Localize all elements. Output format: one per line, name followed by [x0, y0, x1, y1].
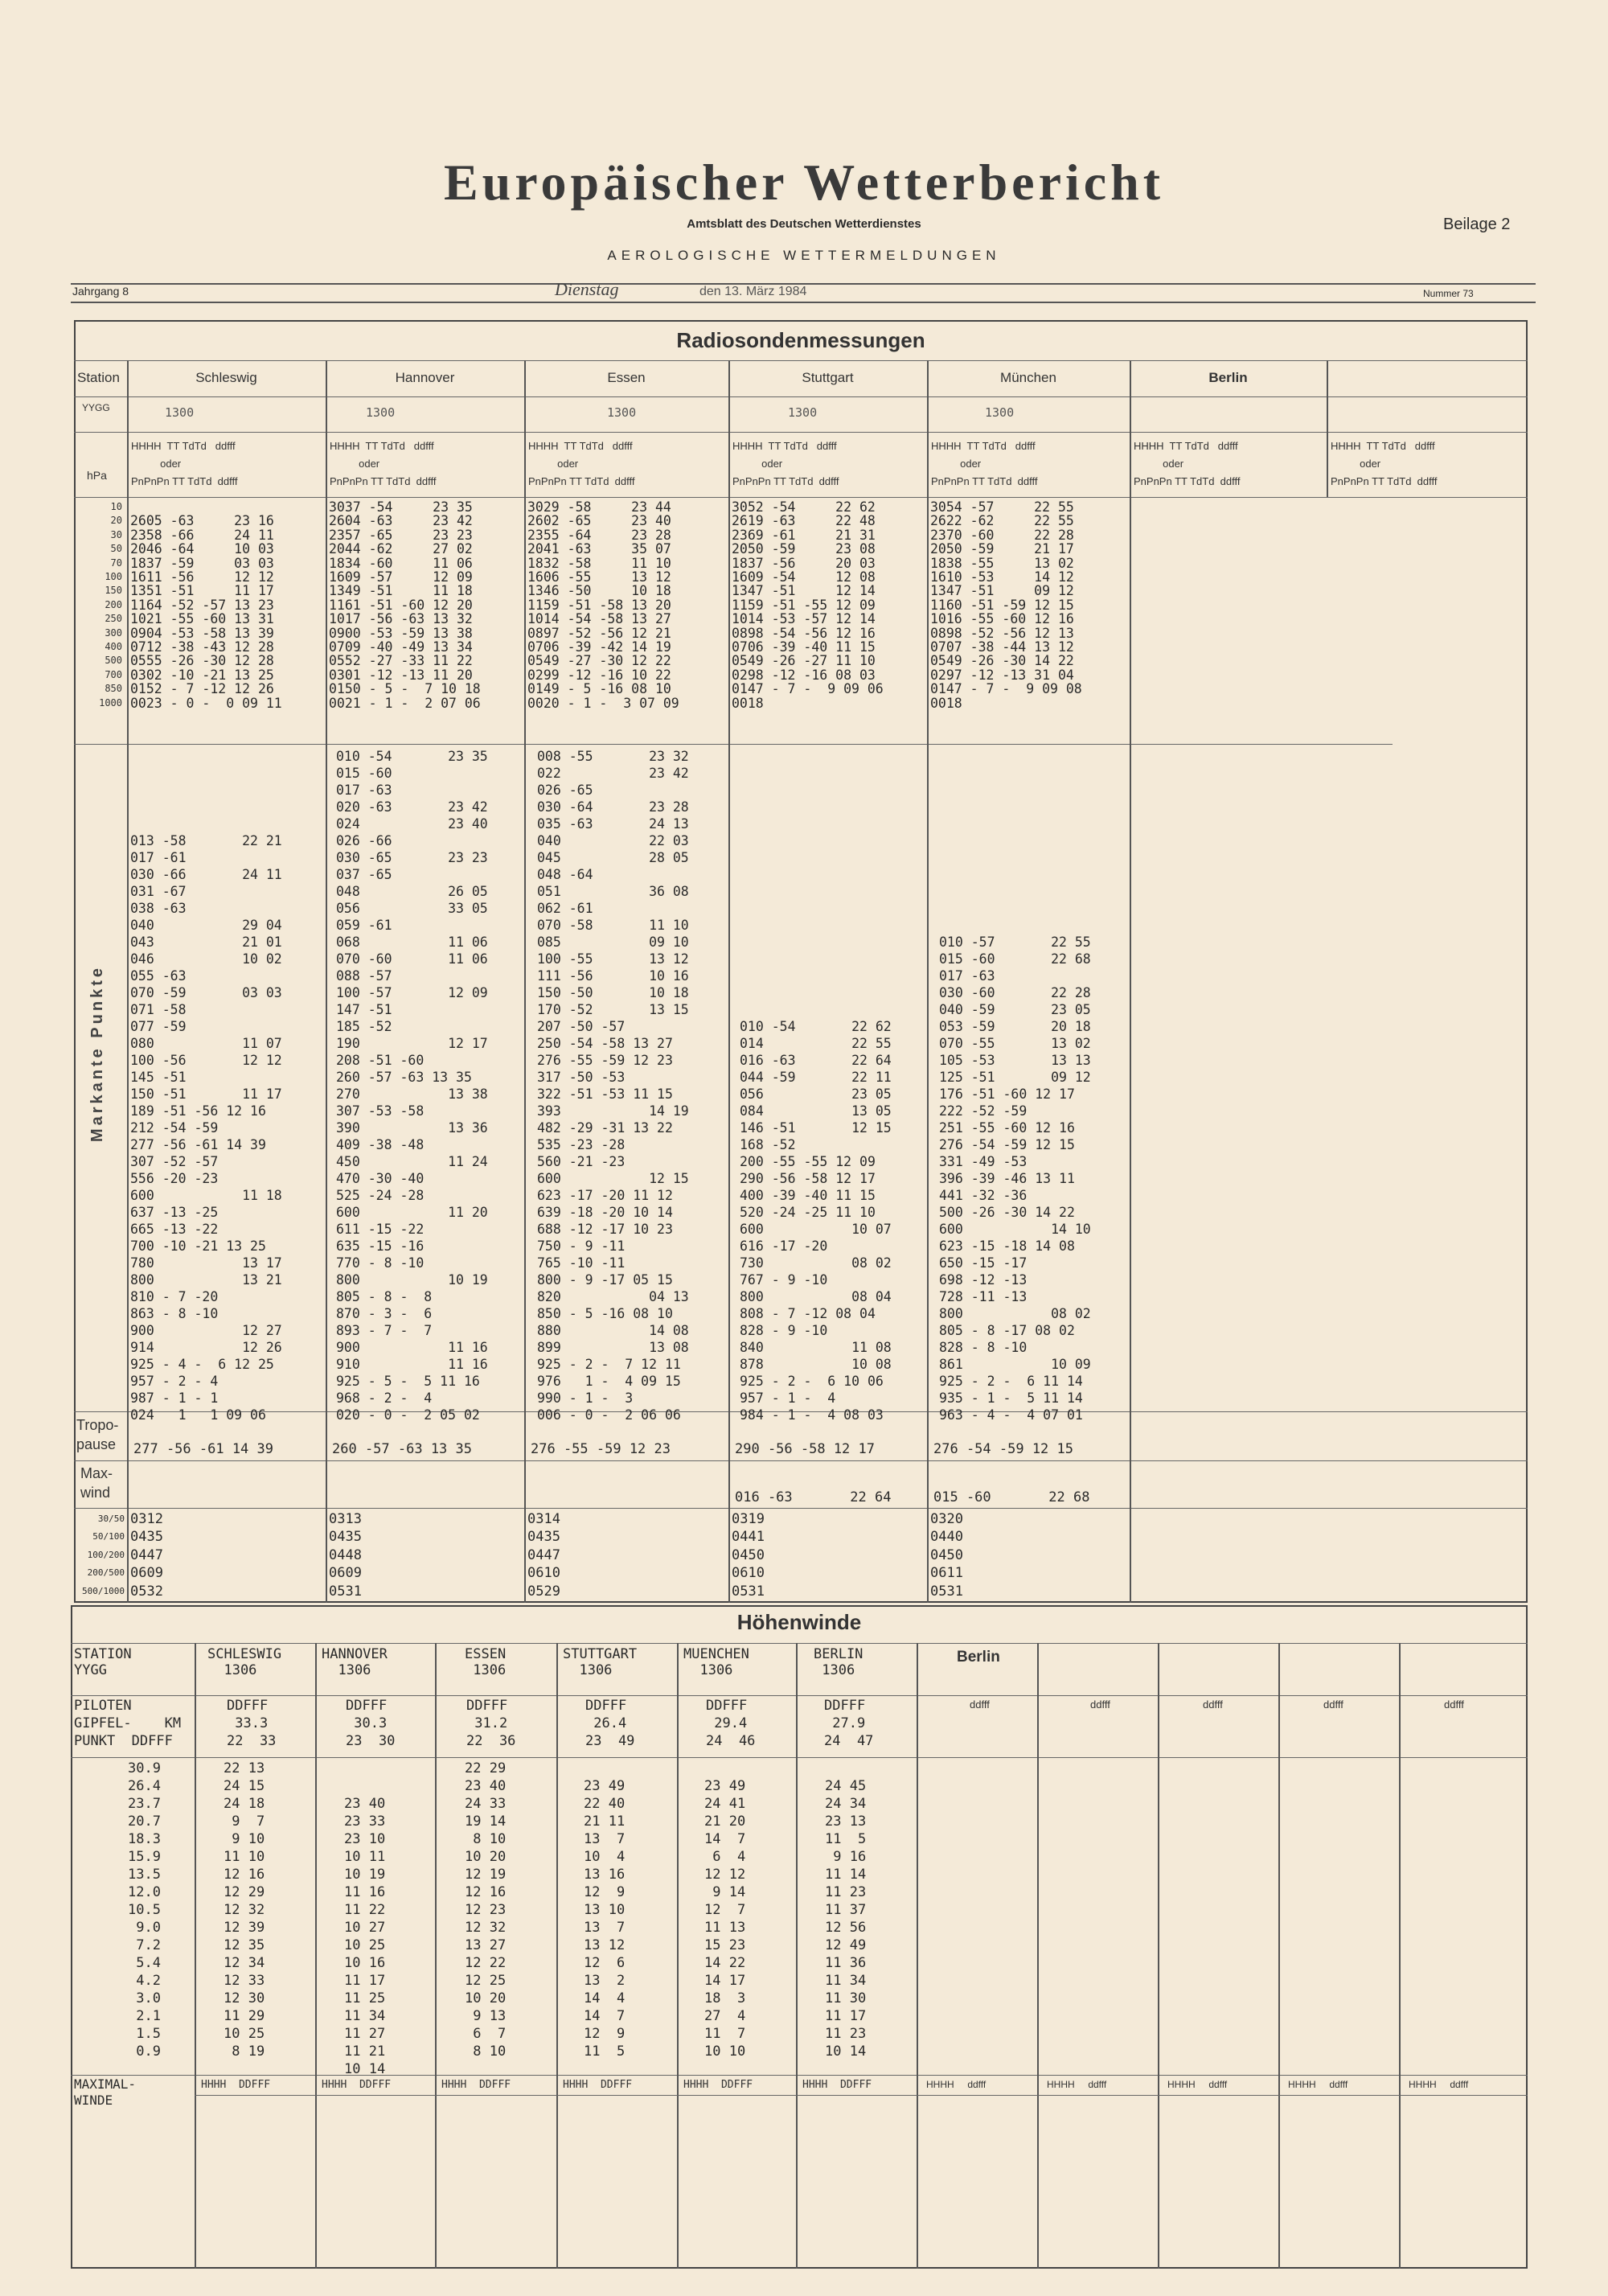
col-line [556, 1643, 558, 2269]
hoehenwinde-frame [71, 1605, 1528, 2269]
col-line [127, 360, 129, 1603]
max-hdr: HHHH DDFFF [322, 2079, 392, 2091]
tropo-hannover: 260 -57 -63 13 35 [332, 1441, 472, 1457]
hw-station-label: STATION YYGG [74, 1646, 132, 1678]
col-line [917, 1643, 918, 2269]
std-schleswig: 2605 -63 23 16 2358 -66 24 11 2046 -64 10 03 1837 -59 03 03 1611 -56 12 12 1351 -51 11 17 1164 -52 -57 13 23 1021 -55 -60 13 31 0904 -53 -58 13 39 0712 -38 -43 12 28 0555 -26 -30 12 28 0302 -10 -21 13 25 0152 - 7 -12 12 26 0023 - 0 - 0 09 11 [130, 513, 282, 711]
rule [74, 1460, 1528, 1461]
station-muenchen: München [1000, 370, 1056, 385]
piloten-muenchen: DDFFF 29.4 24 46 [706, 1698, 756, 1749]
station-label: Station [77, 370, 120, 385]
points-essen: 008 -55 23 32 022 23 42 026 -65 030 -64 23 28 035 -63 24 13 040 22 03 045 28 05 048 -64 051 36 08 062 -61 070 -58 11 10 085 09 10 100 -55 13 12 111 -56 10 16 150 -50 10 18 170 -52 13 15 207 -50 -57 250 -54 -58 13 27 276 -55 -59 12 23 317 -50 -53 322 -51 -53 11 15 393 14 19 482 -29 -31 13 22 535 -23 -28 560 -21 -23 600 12 15 623 -17 -20 11 12 639 -18 -20 10 14 688 -12 -17 10 23 750 - 9 -11 765 -10 -11 800 - 9 -17 05 15 820 04 13 850 - 5 -16 08 10 880 14 08 899 13 08 925 - 2 - 7 12 11 976 1 - 4 09 15 990 - 1 - 3 006 - 0 - 2 06 06 [537, 749, 689, 1423]
rule [71, 1643, 1528, 1644]
col-line [195, 1643, 196, 2269]
maxwind-stuttgart: 016 -63 22 64 [735, 1489, 892, 1505]
layers-schleswig: 0312 0435 0447 0609 0532 [130, 1511, 163, 1600]
hw-col-hannover: 23 40 23 33 23 10 10 11 10 19 11 16 11 22 10 27 10 25 10 16 11 17 11 25 11 34 11 27 11 21 10 14 [344, 1796, 386, 2077]
rule [71, 1695, 1528, 1696]
hw-col-berlin: 24 45 24 34 23 13 11 5 9 16 11 14 11 23 11 37 12 56 12 49 11 36 11 34 11 30 11 17 11 23 10 14 [825, 1778, 867, 2060]
ddfff-header: ddfff [1444, 1698, 1464, 1711]
hw-station-muenchen: MUENCHEN 1306 [683, 1646, 749, 1678]
tropo-schleswig: 277 -56 -61 14 39 [133, 1441, 273, 1457]
col-line [1130, 360, 1131, 1603]
layers-stuttgart: 0319 0441 0450 0610 0531 [732, 1511, 765, 1600]
station-schleswig: Schleswig [195, 370, 257, 385]
time-stuttgart: 1300 [788, 405, 818, 420]
hw-col-essen: 22 29 23 40 24 33 19 14 8 10 10 20 12 19 12 16 12 23 12 32 13 27 12 22 12 25 10 20 9 13 6 7 8 10 [465, 1760, 507, 2060]
points-hannover: 010 -54 23 35 015 -60 017 -63 020 -63 23 42 024 23 40 026 -66 030 -65 23 23 037 -65 048 26 05 056 33 05 059 -61 068 11 06 070 -60 11 06 088 -57 100 -57 12 09 147 -51 185 -52 190 12 17 208 -51 -60 260 -57 -63 13 35 270 13 38 307 -53 -58 390 13 36 409 -38 -48 450 11 24 470 -30 -40 525 -24 -28 600 11 20 611 -15 -22 635 -15 -16 770 - 8 -10 800 10 19 805 - 8 - 8 870 - 3 - 6 893 - 7 - 7 900 11 16 910 11 16 925 - 5 - 5 11 16 968 - 2 - 4 020 - 0 - 2 05 02 [336, 749, 488, 1423]
max-hdr: HHHH DDFFF [201, 2079, 271, 2091]
code-header: HHHH TT TdTd ddfff oder PnPnPn TT TdTd ddfff [131, 440, 238, 487]
max-hdr: HHHH DDFFF [802, 2079, 872, 2091]
section-title: AEROLOGISCHE WETTERMELDUNGEN [607, 248, 1001, 263]
code-header: HHHH TT TdTd ddfff oder PnPnPn TT TdTd ddfff [330, 440, 437, 487]
jahrgang: Jahrgang 8 [72, 285, 129, 298]
col-line [1327, 360, 1328, 497]
hw-station-stuttgart: STUTTGART 1306 [563, 1646, 638, 1678]
col-line [1158, 1643, 1159, 2269]
points-schleswig: 013 -58 22 21 017 -61 030 -66 24 11 031 -67 038 -63 040 29 04 043 21 01 046 10 02 055 -63 070 -59 03 03 071 -58 077 -59 080 11 07 100 -56 12 12 145 -51 150 -51 11 17 189 -51 -56 12 16 212 -54 -59 277 -56 -61 14 39 307 -52 -57 556 -20 -23 600 11 18 637 -13 -25 665 -13 -22 700 -10 -21 13 25 780 13 17 800 13 21 810 - 7 -20 863 - 8 -10 900 12 27 914 12 26 925 - 4 - 6 12 25 957 - 2 - 4 987 - 1 - 1 024 1 1 09 06 [130, 833, 282, 1423]
col-line [1278, 1643, 1280, 2269]
hw-col-schleswig: 22 13 24 15 24 18 9 7 9 10 11 10 12 16 12 29 12 32 12 39 12 35 12 34 12 33 12 30 11 29 10 25 8 19 [224, 1760, 265, 2060]
station-hannover: Hannover [395, 370, 455, 385]
ddfff-header: ddfff [1203, 1698, 1223, 1711]
std-muenchen: 3054 -57 22 55 2622 -62 22 55 2370 -60 22 28 2050 -59 21 17 1838 -55 13 02 1610 -53 14 12 1347 -51 09 12 1160 -51 -59 12 15 1016 -55 -60 12 16 0898 -52 -56 12 13 0707 -38 -44 13 12 0549 -26 -30 14 22 0297 -12 -13 31 04 0147 - 7 - 9 09 08 0018 [930, 499, 1082, 711]
rule [74, 396, 1528, 397]
rule [74, 432, 1528, 433]
tropopause-label: Tropo- pause [76, 1417, 119, 1452]
col-line [326, 360, 327, 1603]
col-line [524, 360, 526, 1603]
piloten-label: PILOTEN GIPFEL- KM PUNKT DDFFF [74, 1698, 182, 1749]
max-hdr: HHHH DDFFF [441, 2079, 511, 2091]
nummer: Nummer 73 [1423, 288, 1474, 299]
max-hdr: HHHH ddfff [1288, 2079, 1348, 2090]
time-schleswig: 1300 [165, 405, 195, 420]
col-line [677, 1643, 679, 2269]
header-rule-2 [71, 302, 1536, 303]
col-line [796, 1643, 798, 2269]
layer-labels: 30/50 50/100 100/200 200/500 500/1000 [82, 1514, 125, 1596]
max-hdr: HHHH ddfff [1047, 2079, 1107, 2090]
hw-col-stuttgart: 23 49 22 40 21 11 13 7 10 4 13 16 12 9 13 10 13 7 13 12 12 6 13 2 14 4 14 7 12 9 11 5 [584, 1778, 626, 2060]
max-hdr: HHHH ddfff [926, 2079, 987, 2090]
yygg-label: YYGG [82, 402, 110, 413]
col-line [315, 1643, 317, 2269]
piloten-berlin: DDFFF 27.9 24 47 [824, 1698, 874, 1749]
rule [74, 497, 1528, 498]
layers-muenchen: 0320 0440 0450 0611 0531 [930, 1511, 963, 1600]
rule [71, 1757, 1528, 1758]
max-hdr: HHHH DDFFF [683, 2079, 753, 2091]
radiosonde-title: Radiosondenmessungen [676, 328, 925, 352]
col-line [728, 360, 730, 1603]
maximal-winde-label: MAXIMAL- WINDE [74, 2076, 137, 2108]
time-essen: 1300 [607, 405, 637, 420]
points-stuttgart: 010 -54 22 62 014 22 55 016 -63 22 64 044 -59 22 11 056 23 05 084 13 05 146 -51 12 15 168 -52 200 -55 -55 12 09 290 -56 -58 12 17 400 -39 -40 11 15 520 -24 -25 11 10 600 10 07 616 -17 -20 730 08 02 767 - 9 -10 800 08 04 808 - 7 -12 08 04 828 - 9 -10 840 11 08 878 10 08 925 - 2 - 6 10 06 957 - 1 - 4 984 - 1 - 4 08 03 [740, 1019, 892, 1423]
rule [71, 2075, 1528, 2076]
time-hannover: 1300 [366, 405, 396, 420]
code-header: HHHH TT TdTd ddfff oder PnPnPn TT TdTd ddfff [1134, 440, 1241, 487]
maxwind-label: Max- wind [80, 1465, 113, 1501]
day-handwritten: Dienstag [555, 279, 619, 299]
hpa-levels: 10 20 30 50 70 100 150 200 250 300 400 500 700 850 1000 [99, 501, 122, 709]
hoehenwinde-title: Höhenwinde [736, 1610, 862, 1634]
layers-hannover: 0313 0435 0448 0609 0531 [329, 1511, 362, 1600]
rule [74, 744, 1393, 745]
std-essen: 3029 -58 23 44 2602 -65 23 40 2355 -64 23 28 2041 -63 35 07 1832 -58 11 10 1606 -55 13 12 1346 -50 10 18 1159 -51 -58 13 20 1014 -54 -58 13 27 0897 -52 -56 12 21 0706 -39 -42 14 19 0549 -27 -30 12 22 0299 -12 -16 10 22 0149 - 5 -16 08 10 0020 - 1 - 3 07 09 [527, 499, 679, 711]
piloten-stuttgart: DDFFF 26.4 23 49 [585, 1698, 635, 1749]
subtitle: Amtsblatt des Deutschen Wetterdienstes [687, 217, 921, 231]
date: den 13. März 1984 [699, 285, 807, 298]
station-essen: Essen [607, 370, 646, 385]
hw-station-hannover: HANNOVER 1306 [322, 1646, 388, 1678]
rule [74, 1508, 1528, 1509]
code-header: HHHH TT TdTd ddfff oder PnPnPn TT TdTd ddfff [732, 440, 839, 487]
station-berlin: Berlin [1208, 370, 1248, 385]
std-stuttgart: 3052 -54 22 62 2619 -63 22 48 2369 -61 21 31 2050 -59 23 08 1837 -56 20 03 1609 -54 12 08 1347 -51 12 14 1159 -51 -55 12 09 1014 -53 -57 12 14 0898 -54 -56 12 16 0706 -39 -40 11 15 0549 -26 -27 11 10 0298 -12 -16 08 03 0147 - 7 - 9 09 06 0018 [732, 499, 884, 711]
ddfff-header: ddfff [970, 1698, 990, 1711]
time-muenchen: 1300 [985, 405, 1015, 420]
km-levels: 30.9 26.4 23.7 20.7 18.3 15.9 13.5 12.0 10.5 9.0 7.2 5.4 4.2 3.0 2.1 1.5 0.9 [128, 1760, 161, 2060]
max-hdr: HHHH ddfff [1167, 2079, 1228, 2090]
rule [74, 360, 1528, 361]
markante-punkte-label: Markante Punkte [88, 965, 106, 1143]
ddfff-header: ddfff [1323, 1698, 1343, 1711]
code-header: HHHH TT TdTd ddfff oder PnPnPn TT TdTd ddfff [528, 440, 635, 487]
hpa-label: hPa [87, 469, 107, 482]
tropo-essen: 276 -55 -59 12 23 [531, 1441, 671, 1457]
hw-col-muenchen: 23 49 24 41 21 20 14 7 6 4 12 12 9 14 12 7 11 13 15 23 14 22 14 17 18 3 27 4 11 7 10 10 [704, 1778, 746, 2060]
tropo-stuttgart: 290 -56 -58 12 17 [735, 1441, 875, 1457]
col-line [1037, 1643, 1039, 2269]
beilage-label: Beilage 2 [1443, 216, 1511, 233]
piloten-schleswig: DDFFF 33.3 22 33 [227, 1698, 277, 1749]
station-stuttgart: Stuttgart [802, 370, 854, 385]
hw-station-essen: ESSEN 1306 [465, 1646, 507, 1678]
col-line [927, 360, 929, 1603]
col-line [1399, 1643, 1401, 2269]
points-muenchen: 010 -57 22 55 015 -60 22 68 017 -63 030 -60 22 28 040 -59 23 05 053 -59 20 18 070 -55 13 02 105 -53 13 13 125 -51 09 12 176 -51 -60 12 17 222 -52 -59 251 -55 -60 12 16 276 -54 -59 12 15 331 -49 -53 396 -39 -46 13 11 441 -32 -36 500 -26 -30 14 22 600 14 10 623 -15 -18 14 08 650 -15 -17 698 -12 -13 728 -11 -13 800 08 02 805 - 8 -17 08 02 828 - 8 -10 861 10 09 925 - 2 - 6 11 14 935 - 1 - 5 11 14 963 - 4 - 4 07 01 [939, 934, 1091, 1423]
maxwind-muenchen: 015 -60 22 68 [933, 1489, 1090, 1505]
code-header: HHHH TT TdTd ddfff oder PnPnPn TT TdTd ddfff [931, 440, 1038, 487]
rule [195, 2095, 1528, 2096]
col-line [435, 1643, 437, 2269]
max-hdr: HHHH ddfff [1409, 2079, 1469, 2090]
std-hannover: 3037 -54 23 35 2604 -63 23 42 2357 -65 23 23 2044 -62 27 02 1834 -60 11 06 1609 -57 12 09 1349 -51 11 18 1161 -51 -60 12 20 1017 -56 -63 13 32 0900 -53 -59 13 38 0709 -40 -49 13 34 0552 -27 -33 11 22 0301 -12 -13 11 20 0150 - 5 - 7 10 18 0021 - 1 - 2 07 06 [329, 499, 481, 711]
hw-station-berlin: BERLIN 1306 [814, 1646, 863, 1678]
code-header: HHHH TT TdTd ddfff oder PnPnPn TT TdTd ddfff [1331, 440, 1438, 487]
hw-station-schleswig: SCHLESWIG 1306 [207, 1646, 282, 1678]
tropo-muenchen: 276 -54 -59 12 15 [933, 1441, 1073, 1457]
layers-essen: 0314 0435 0447 0610 0529 [527, 1511, 560, 1600]
piloten-hannover: DDFFF 30.3 23 30 [346, 1698, 396, 1749]
ddfff-header: ddfff [1090, 1698, 1110, 1711]
max-hdr: HHHH DDFFF [563, 2079, 633, 2091]
piloten-essen: DDFFF 31.2 22 36 [466, 1698, 516, 1749]
page-title: Europäischer Wetterbericht [443, 154, 1165, 211]
hw-berlin-header: Berlin [957, 1649, 1000, 1666]
